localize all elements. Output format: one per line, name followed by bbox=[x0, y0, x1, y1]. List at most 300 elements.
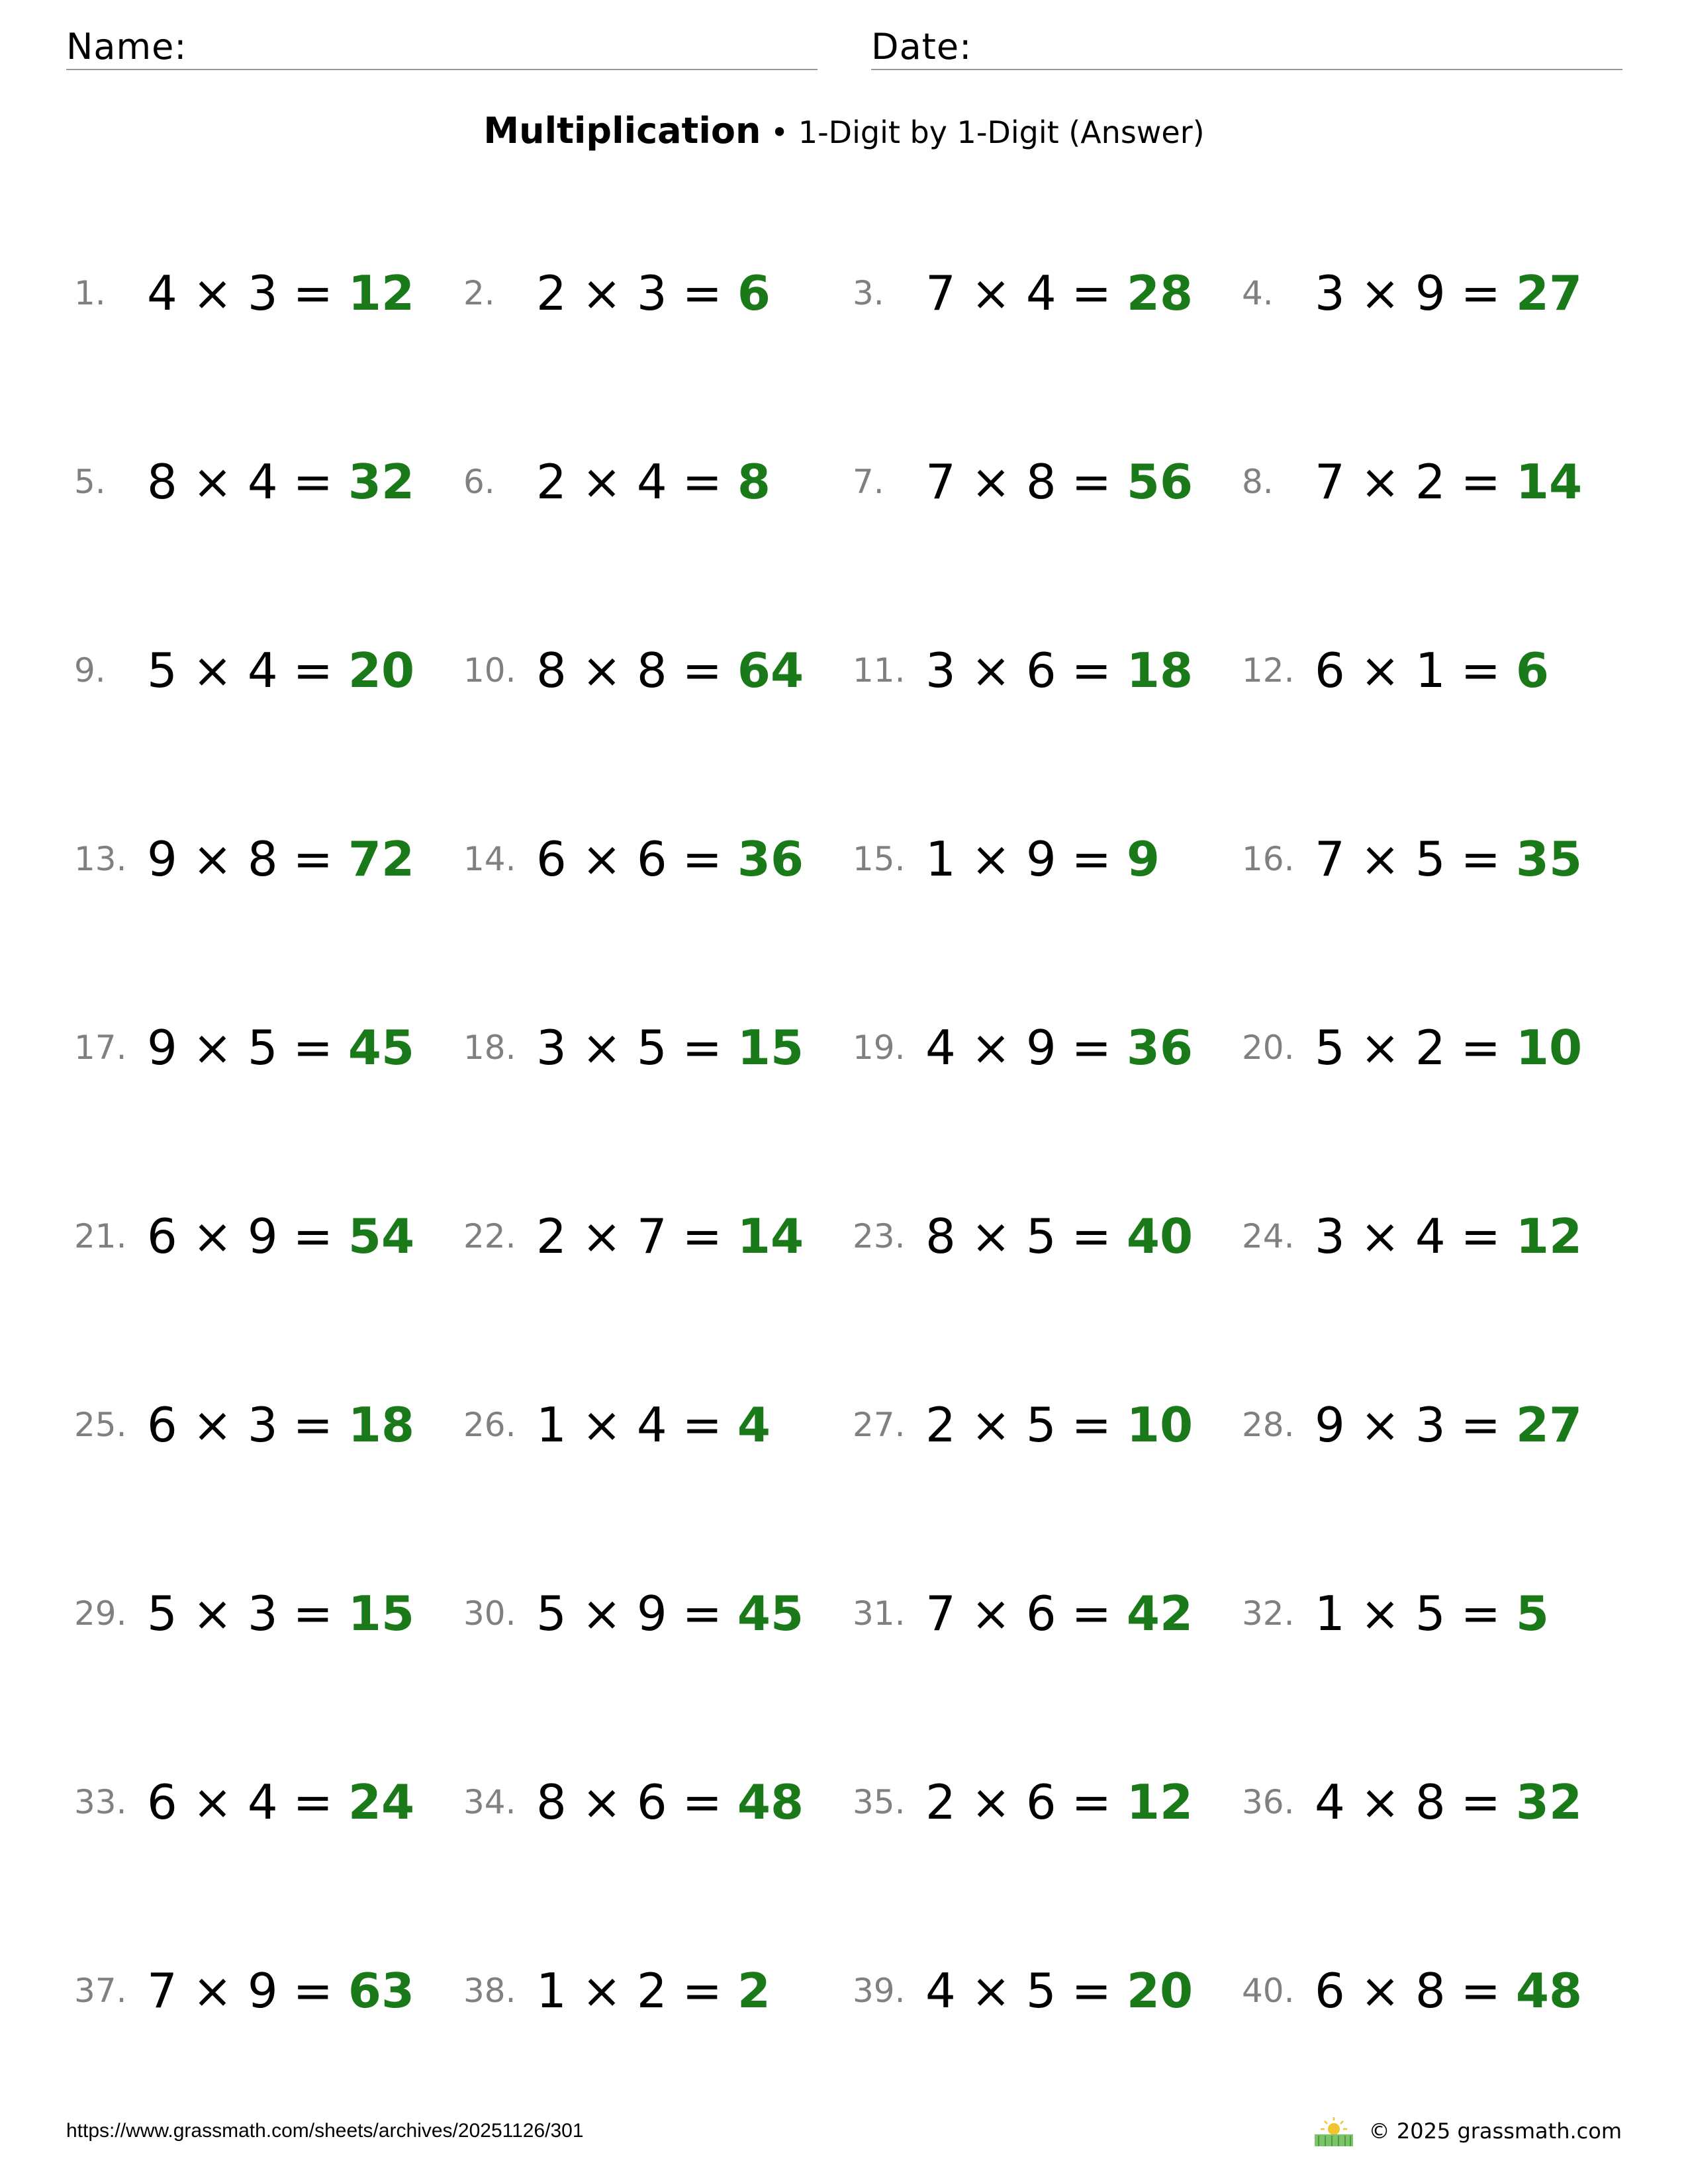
equals-sign: = bbox=[1460, 1963, 1501, 2019]
problem-number: 3. bbox=[853, 274, 884, 312]
factor-a: 8 bbox=[925, 1208, 956, 1264]
equals-sign: = bbox=[1460, 831, 1501, 887]
equals-sign: = bbox=[293, 454, 333, 510]
multiply-operator: × bbox=[970, 643, 1011, 698]
answer: 12 bbox=[348, 265, 415, 321]
answer: 40 bbox=[1126, 1208, 1194, 1264]
problem-number: 8. bbox=[1242, 463, 1274, 501]
problem-expression bbox=[536, 1197, 804, 1276]
factor-b: 8 bbox=[1415, 1774, 1446, 1830]
problem-expression bbox=[536, 442, 771, 522]
factor-b: 5 bbox=[247, 1020, 278, 1075]
problem-expression bbox=[925, 1385, 1193, 1465]
multiply-operator: × bbox=[581, 1397, 622, 1453]
answer: 9 bbox=[1126, 831, 1160, 887]
factor-b: 6 bbox=[636, 831, 667, 887]
problem-expression bbox=[536, 253, 771, 333]
problem-number: 17. bbox=[74, 1028, 127, 1067]
problem-expression bbox=[147, 253, 414, 333]
factor-a: 7 bbox=[925, 1586, 956, 1641]
multiply-operator: × bbox=[970, 1397, 1011, 1453]
problem-expression bbox=[1315, 1574, 1549, 1653]
answer: 8 bbox=[737, 454, 771, 510]
problem-item bbox=[1242, 1574, 1626, 1653]
footer-brand bbox=[1311, 2111, 1622, 2151]
equals-sign: = bbox=[1071, 831, 1111, 887]
problem-item bbox=[1242, 253, 1626, 333]
multiply-operator: × bbox=[1360, 1774, 1401, 1830]
equals-sign: = bbox=[682, 1586, 722, 1641]
problem-expression bbox=[925, 1197, 1193, 1276]
problem-expression bbox=[147, 1385, 414, 1465]
equals-sign: = bbox=[293, 831, 333, 887]
title-main: Multiplication bbox=[483, 110, 761, 152]
problem-expression bbox=[1315, 253, 1582, 333]
equals-sign: = bbox=[1071, 1208, 1111, 1264]
equals-sign: = bbox=[293, 1208, 333, 1264]
equals-sign: = bbox=[293, 1020, 333, 1075]
multiply-operator: × bbox=[1360, 265, 1401, 321]
factor-b: 6 bbox=[1025, 1774, 1056, 1830]
problem-number: 31. bbox=[853, 1594, 906, 1633]
problem-item bbox=[74, 253, 458, 333]
factor-a: 1 bbox=[925, 831, 956, 887]
factor-b: 8 bbox=[247, 831, 278, 887]
answer: 2 bbox=[737, 1963, 771, 2019]
problem-item bbox=[74, 442, 458, 522]
factor-b: 4 bbox=[247, 643, 278, 698]
factor-a: 5 bbox=[147, 1586, 177, 1641]
multiply-operator: × bbox=[970, 265, 1011, 321]
problem-item bbox=[463, 1385, 847, 1465]
answer: 35 bbox=[1515, 831, 1583, 887]
problem-number: 36. bbox=[1242, 1783, 1295, 1821]
answer: 32 bbox=[348, 454, 415, 510]
problem-expression bbox=[147, 1762, 414, 1842]
factor-a: 8 bbox=[536, 1774, 567, 1830]
answer: 6 bbox=[737, 265, 771, 321]
problem-expression bbox=[925, 1951, 1193, 2030]
problem-number: 14. bbox=[463, 840, 516, 878]
equals-sign: = bbox=[1071, 454, 1111, 510]
problem-expression bbox=[1315, 1008, 1582, 1087]
problem-item bbox=[463, 819, 847, 899]
problem-number: 2. bbox=[463, 274, 495, 312]
problem-expression bbox=[925, 1762, 1193, 1842]
answer: 27 bbox=[1515, 1397, 1583, 1453]
factor-b: 9 bbox=[1025, 1020, 1056, 1075]
problem-number: 20. bbox=[1242, 1028, 1295, 1067]
problem-expression bbox=[1315, 1762, 1582, 1842]
factor-b: 8 bbox=[636, 643, 667, 698]
footer-copyright: © 2025 grassmath.com bbox=[1368, 2118, 1622, 2144]
multiply-operator: × bbox=[192, 1397, 233, 1453]
multiply-operator: × bbox=[970, 831, 1011, 887]
problem-item bbox=[853, 1762, 1237, 1842]
multiply-operator: × bbox=[1360, 1963, 1401, 2019]
date-label: Date: bbox=[871, 26, 972, 68]
problem-number: 7. bbox=[853, 463, 884, 501]
problem-expression bbox=[536, 631, 804, 710]
problem-number: 19. bbox=[853, 1028, 906, 1067]
multiply-operator: × bbox=[581, 1963, 622, 2019]
answer: 45 bbox=[348, 1020, 415, 1075]
answer: 63 bbox=[348, 1963, 415, 2019]
problem-number: 1. bbox=[74, 274, 106, 312]
factor-b: 2 bbox=[636, 1963, 667, 2019]
equals-sign: = bbox=[1071, 1586, 1111, 1641]
factor-b: 6 bbox=[1025, 643, 1056, 698]
equals-sign: = bbox=[1460, 1397, 1501, 1453]
answer: 48 bbox=[737, 1774, 804, 1830]
factor-a: 8 bbox=[536, 643, 567, 698]
factor-a: 1 bbox=[536, 1963, 567, 2019]
answer: 36 bbox=[1126, 1020, 1194, 1075]
problem-expression bbox=[925, 631, 1193, 710]
answer: 45 bbox=[737, 1586, 804, 1641]
problem-item bbox=[1242, 1008, 1626, 1087]
factor-a: 9 bbox=[1315, 1397, 1345, 1453]
factor-b: 1 bbox=[1415, 643, 1446, 698]
problem-number: 24. bbox=[1242, 1217, 1295, 1255]
factor-b: 9 bbox=[636, 1586, 667, 1641]
title-subtitle: 1-Digit by 1-Digit (Answer) bbox=[798, 114, 1205, 150]
factor-b: 6 bbox=[636, 1774, 667, 1830]
answer: 18 bbox=[1126, 643, 1194, 698]
problem-expression bbox=[536, 1762, 804, 1842]
equals-sign: = bbox=[293, 265, 333, 321]
problem-item bbox=[853, 631, 1237, 710]
problem-number: 29. bbox=[74, 1594, 127, 1633]
problem-item bbox=[74, 1008, 458, 1087]
multiply-operator: × bbox=[581, 1208, 622, 1264]
problem-expression bbox=[536, 819, 804, 899]
problem-number: 26. bbox=[463, 1406, 516, 1444]
multiply-operator: × bbox=[581, 1774, 622, 1830]
problem-item bbox=[463, 1197, 847, 1276]
factor-a: 3 bbox=[925, 643, 956, 698]
answer: 32 bbox=[1515, 1774, 1583, 1830]
factor-a: 1 bbox=[536, 1397, 567, 1453]
problem-expression bbox=[925, 1008, 1193, 1087]
factor-a: 6 bbox=[147, 1208, 177, 1264]
answer: 5 bbox=[1515, 1586, 1549, 1641]
answer: 14 bbox=[737, 1208, 804, 1264]
factor-a: 6 bbox=[1315, 1963, 1345, 2019]
problem-item bbox=[74, 1574, 458, 1653]
problem-number: 35. bbox=[853, 1783, 906, 1821]
problem-item bbox=[1242, 1951, 1626, 2030]
problem-number: 28. bbox=[1242, 1406, 1295, 1444]
answer: 10 bbox=[1126, 1397, 1194, 1453]
factor-b: 5 bbox=[1025, 1963, 1056, 2019]
factor-b: 8 bbox=[1415, 1963, 1446, 2019]
problem-number: 25. bbox=[74, 1406, 127, 1444]
problem-number: 30. bbox=[463, 1594, 516, 1633]
multiply-operator: × bbox=[970, 1208, 1011, 1264]
multiply-operator: × bbox=[192, 1774, 233, 1830]
problem-number: 37. bbox=[74, 1972, 127, 2010]
factor-a: 3 bbox=[1315, 265, 1345, 321]
factor-a: 7 bbox=[1315, 831, 1345, 887]
problem-expression bbox=[147, 1197, 414, 1276]
factor-b: 9 bbox=[247, 1963, 278, 2019]
equals-sign: = bbox=[1071, 1020, 1111, 1075]
answer: 72 bbox=[348, 831, 415, 887]
multiply-operator: × bbox=[192, 1208, 233, 1264]
problem-expression bbox=[1315, 631, 1549, 710]
problem-expression bbox=[147, 631, 414, 710]
answer: 12 bbox=[1126, 1774, 1194, 1830]
problem-number: 18. bbox=[463, 1028, 516, 1067]
equals-sign: = bbox=[682, 831, 722, 887]
problem-number: 6. bbox=[463, 463, 495, 501]
factor-b: 3 bbox=[636, 265, 667, 321]
multiply-operator: × bbox=[1360, 1020, 1401, 1075]
equals-sign: = bbox=[1460, 265, 1501, 321]
problem-expression bbox=[1315, 1951, 1582, 2030]
factor-a: 3 bbox=[536, 1020, 567, 1075]
multiply-operator: × bbox=[581, 454, 622, 510]
equals-sign: = bbox=[293, 643, 333, 698]
problem-number: 16. bbox=[1242, 840, 1295, 878]
factor-b: 3 bbox=[247, 1586, 278, 1641]
problem-number: 40. bbox=[1242, 1972, 1295, 2010]
problem-number: 27. bbox=[853, 1406, 906, 1444]
equals-sign: = bbox=[1460, 643, 1501, 698]
problem-number: 38. bbox=[463, 1972, 516, 2010]
sun-over-grass-icon bbox=[1311, 2115, 1357, 2148]
problem-expression bbox=[925, 819, 1160, 899]
problem-number: 34. bbox=[463, 1783, 516, 1821]
factor-b: 9 bbox=[1415, 265, 1446, 321]
factor-b: 6 bbox=[1025, 1586, 1056, 1641]
multiply-operator: × bbox=[970, 1020, 1011, 1075]
factor-a: 6 bbox=[147, 1774, 177, 1830]
factor-a: 3 bbox=[1315, 1208, 1345, 1264]
multiply-operator: × bbox=[192, 1586, 233, 1641]
problem-item bbox=[74, 1197, 458, 1276]
problem-number: 12. bbox=[1242, 651, 1295, 690]
problem-item bbox=[463, 1008, 847, 1087]
answer: 12 bbox=[1515, 1208, 1583, 1264]
multiply-operator: × bbox=[192, 1963, 233, 2019]
problem-number: 4. bbox=[1242, 274, 1274, 312]
problem-item bbox=[463, 1574, 847, 1653]
problem-item bbox=[463, 442, 847, 522]
equals-sign: = bbox=[682, 643, 722, 698]
answer: 10 bbox=[1515, 1020, 1583, 1075]
multiply-operator: × bbox=[192, 1020, 233, 1075]
answer: 20 bbox=[1126, 1963, 1194, 2019]
problem-item bbox=[463, 253, 847, 333]
problem-expression bbox=[1315, 1385, 1582, 1465]
footer-url[interactable]: https://www.grassmath.com/sheets/archives/20251126/301 bbox=[66, 2120, 584, 2142]
equals-sign: = bbox=[1460, 454, 1501, 510]
factor-a: 2 bbox=[925, 1774, 956, 1830]
factor-a: 7 bbox=[925, 454, 956, 510]
equals-sign: = bbox=[682, 265, 722, 321]
equals-sign: = bbox=[1460, 1586, 1501, 1641]
answer: 14 bbox=[1515, 454, 1583, 510]
problem-number: 32. bbox=[1242, 1594, 1295, 1633]
problem-number: 23. bbox=[853, 1217, 906, 1255]
equals-sign: = bbox=[682, 1020, 722, 1075]
equals-sign: = bbox=[293, 1586, 333, 1641]
problem-number: 10. bbox=[463, 651, 516, 690]
multiply-operator: × bbox=[192, 643, 233, 698]
factor-a: 5 bbox=[147, 643, 177, 698]
answer: 56 bbox=[1126, 454, 1194, 510]
factor-b: 5 bbox=[1025, 1397, 1056, 1453]
factor-b: 3 bbox=[247, 1397, 278, 1453]
problem-expression bbox=[925, 1574, 1193, 1653]
factor-a: 6 bbox=[147, 1397, 177, 1453]
equals-sign: = bbox=[1071, 643, 1111, 698]
multiply-operator: × bbox=[1360, 643, 1401, 698]
factor-b: 2 bbox=[1415, 1020, 1446, 1075]
multiply-operator: × bbox=[192, 454, 233, 510]
problem-number: 11. bbox=[853, 651, 906, 690]
problem-item bbox=[1242, 819, 1626, 899]
problem-item bbox=[853, 1197, 1237, 1276]
answer: 4 bbox=[737, 1397, 771, 1453]
problem-item bbox=[853, 442, 1237, 522]
problem-item bbox=[1242, 1197, 1626, 1276]
problem-expression bbox=[536, 1951, 771, 2030]
factor-a: 9 bbox=[147, 831, 177, 887]
factor-b: 9 bbox=[247, 1208, 278, 1264]
factor-a: 2 bbox=[536, 1208, 567, 1264]
problem-expression bbox=[147, 819, 414, 899]
answer: 36 bbox=[737, 831, 804, 887]
multiply-operator: × bbox=[1360, 454, 1401, 510]
problem-item bbox=[1242, 442, 1626, 522]
equals-sign: = bbox=[1460, 1020, 1501, 1075]
equals-sign: = bbox=[1460, 1208, 1501, 1264]
answer: 54 bbox=[348, 1208, 415, 1264]
factor-a: 2 bbox=[536, 265, 567, 321]
factor-a: 2 bbox=[536, 454, 567, 510]
answer: 42 bbox=[1126, 1586, 1194, 1641]
answer: 27 bbox=[1515, 265, 1583, 321]
factor-b: 4 bbox=[1415, 1208, 1446, 1264]
problem-expression bbox=[147, 1008, 414, 1087]
multiply-operator: × bbox=[970, 454, 1011, 510]
problem-number: 22. bbox=[463, 1217, 516, 1255]
factor-b: 9 bbox=[1025, 831, 1056, 887]
multiply-operator: × bbox=[1360, 831, 1401, 887]
multiply-operator: × bbox=[970, 1586, 1011, 1641]
multiply-operator: × bbox=[1360, 1397, 1401, 1453]
equals-sign: = bbox=[1071, 1397, 1111, 1453]
answer: 28 bbox=[1126, 265, 1194, 321]
problem-item bbox=[1242, 1385, 1626, 1465]
problem-item bbox=[74, 1385, 458, 1465]
factor-a: 4 bbox=[925, 1963, 956, 2019]
equals-sign: = bbox=[682, 1774, 722, 1830]
answer: 24 bbox=[348, 1774, 415, 1830]
problem-item bbox=[74, 1951, 458, 2030]
equals-sign: = bbox=[682, 1397, 722, 1453]
factor-a: 1 bbox=[1315, 1586, 1345, 1641]
equals-sign: = bbox=[682, 1208, 722, 1264]
problem-item bbox=[853, 819, 1237, 899]
equals-sign: = bbox=[1071, 1963, 1111, 2019]
factor-a: 4 bbox=[925, 1020, 956, 1075]
equals-sign: = bbox=[682, 1963, 722, 2019]
multiply-operator: × bbox=[581, 265, 622, 321]
problem-item bbox=[463, 1951, 847, 2030]
problem-item bbox=[74, 1762, 458, 1842]
factor-b: 2 bbox=[1415, 454, 1446, 510]
factor-a: 2 bbox=[925, 1397, 956, 1453]
factor-b: 4 bbox=[636, 454, 667, 510]
multiply-operator: × bbox=[581, 1020, 622, 1075]
problem-expression bbox=[925, 253, 1193, 333]
equals-sign: = bbox=[293, 1963, 333, 2019]
multiply-operator: × bbox=[192, 831, 233, 887]
factor-a: 6 bbox=[1315, 643, 1345, 698]
factor-a: 5 bbox=[1315, 1020, 1345, 1075]
problem-expression bbox=[1315, 819, 1582, 899]
factor-b: 4 bbox=[247, 1774, 278, 1830]
factor-b: 8 bbox=[1025, 454, 1056, 510]
equals-sign: = bbox=[293, 1774, 333, 1830]
factor-b: 5 bbox=[1025, 1208, 1056, 1264]
problem-number: 9. bbox=[74, 651, 106, 690]
problem-item bbox=[463, 631, 847, 710]
answer: 6 bbox=[1515, 643, 1549, 698]
factor-b: 7 bbox=[636, 1208, 667, 1264]
problem-expression bbox=[925, 442, 1193, 522]
name-label: Name: bbox=[66, 26, 187, 68]
answer: 15 bbox=[737, 1020, 804, 1075]
multiply-operator: × bbox=[970, 1963, 1011, 2019]
multiply-operator: × bbox=[581, 831, 622, 887]
factor-a: 8 bbox=[147, 454, 177, 510]
problem-item bbox=[463, 1762, 847, 1842]
multiply-operator: × bbox=[192, 265, 233, 321]
problem-expression bbox=[536, 1385, 771, 1465]
factor-b: 5 bbox=[1415, 1586, 1446, 1641]
equals-sign: = bbox=[1460, 1774, 1501, 1830]
problem-expression bbox=[147, 1574, 414, 1653]
factor-a: 4 bbox=[147, 265, 177, 321]
problem-item bbox=[853, 1008, 1237, 1087]
factor-b: 5 bbox=[636, 1020, 667, 1075]
factor-b: 4 bbox=[636, 1397, 667, 1453]
problem-item bbox=[853, 253, 1237, 333]
answer: 64 bbox=[737, 643, 804, 698]
equals-sign: = bbox=[1071, 1774, 1111, 1830]
factor-a: 7 bbox=[1315, 454, 1345, 510]
multiply-operator: × bbox=[1360, 1208, 1401, 1264]
problem-expression bbox=[536, 1008, 804, 1087]
equals-sign: = bbox=[293, 1397, 333, 1453]
problem-item bbox=[74, 819, 458, 899]
problem-number: 39. bbox=[853, 1972, 906, 2010]
answer: 18 bbox=[348, 1397, 415, 1453]
problem-expression bbox=[536, 1574, 804, 1653]
equals-sign: = bbox=[1071, 265, 1111, 321]
factor-b: 4 bbox=[247, 454, 278, 510]
answer: 48 bbox=[1515, 1963, 1583, 2019]
factor-a: 9 bbox=[147, 1020, 177, 1075]
factor-a: 4 bbox=[1315, 1774, 1345, 1830]
problem-number: 33. bbox=[74, 1783, 127, 1821]
problem-expression bbox=[1315, 1197, 1582, 1276]
